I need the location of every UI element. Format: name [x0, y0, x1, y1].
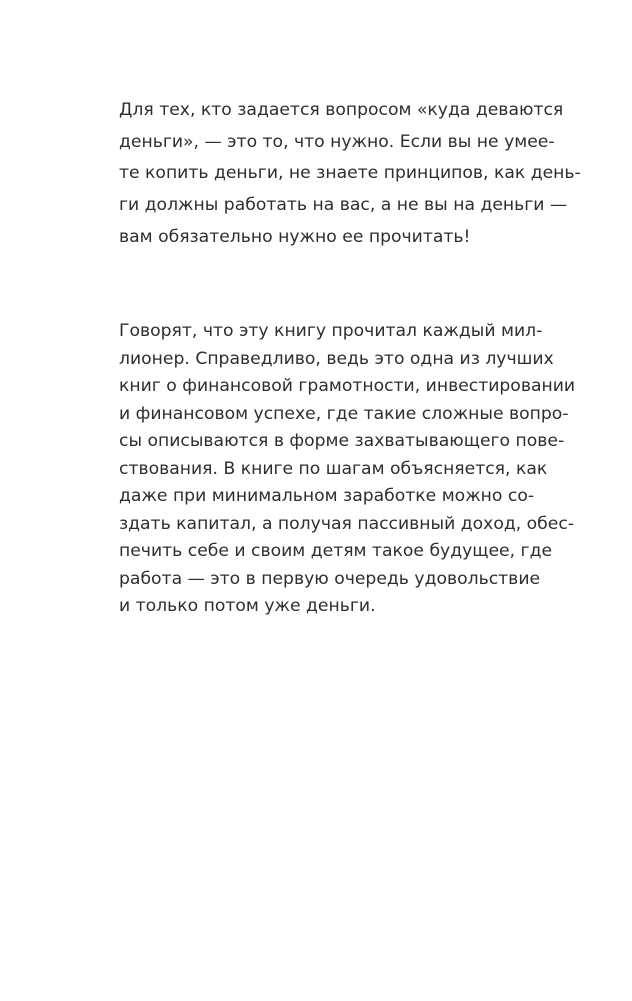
text-line: Для тех, кто задается вопросом «куда деваются [119, 100, 564, 120]
text-line: ги должны работать на вас, а не вы на деньги — [119, 195, 568, 216]
text-line: сы описываются в форме захватывающего пове- [119, 431, 565, 451]
text-line: деньги», — это то, что нужно. Если вы не умее- [119, 131, 555, 152]
text-line: печить себе и своим детям такое будущее, где [119, 541, 553, 561]
text-line: те копить деньги, не знаете принципов, как день- [119, 163, 581, 184]
text-line: и финансовом успехе, где такие сложные вопро- [119, 403, 569, 424]
text-line: работа — это в первую очередь удовольствие [119, 568, 541, 589]
text-line: вам обязательно нужно ее прочитать! [119, 226, 471, 247]
text-line: здать капитал, а получая пассивный доход, обес- [119, 513, 574, 534]
paragraph-intro [119, 95, 581, 254]
paragraph-description [119, 318, 576, 621]
text-line: даже при минимальном заработке можно со- [119, 486, 535, 506]
text-line: ствования. В книге по шагам объясняется, как [119, 458, 548, 479]
text-line: и только потом уже деньги. [119, 596, 376, 616]
text-line: лионер. Справедливо, ведь это одна из лучших [119, 348, 554, 369]
text-line: книг о финансовой грамотности, инвестировании [119, 376, 576, 396]
text-line: Говорят, что эту книгу прочитал каждый мил- [119, 321, 543, 341]
